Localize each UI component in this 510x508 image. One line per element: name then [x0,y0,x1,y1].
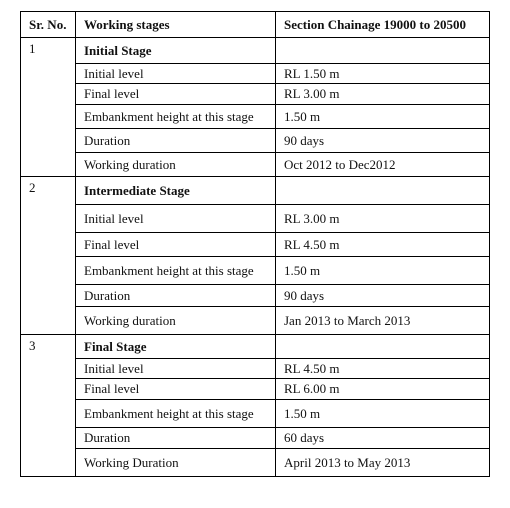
stage-label: Embankment height at this stage [76,257,276,285]
stage-value: 1.50 m [276,105,490,129]
stage-title: Initial Stage [76,38,276,64]
header-sr-no: Sr. No. [21,12,76,38]
table-row [21,205,490,233]
empty-cell [276,38,490,64]
stage-label: Duration [76,129,276,153]
stage-title-row [21,177,490,205]
sr-no-cell: 2 [21,177,76,335]
stage-title: Intermediate Stage [76,177,276,205]
empty-cell [276,335,490,359]
sr-no-cell: 1 [21,38,76,177]
stage-value: 1.50 m [276,400,490,428]
stage-value: RL 3.00 m [276,84,490,105]
stage-value: RL 6.00 m [276,379,490,400]
stage-value: 90 days [276,285,490,307]
table-row [21,105,490,129]
table-row [21,153,490,177]
stage-label: Final level [76,84,276,105]
stage-label: Initial level [76,205,276,233]
stage-value: April 2013 to May 2013 [276,449,490,477]
working-stages-table [20,11,490,477]
table-row [21,233,490,257]
stage-label: Final level [76,379,276,400]
stage-value: 60 days [276,428,490,449]
stage-value: 90 days [276,129,490,153]
table-row [21,84,490,105]
stage-label: Embankment height at this stage [76,105,276,129]
stage-title-row [21,38,490,64]
stage-value: RL 4.50 m [276,359,490,379]
table-row [21,257,490,285]
empty-cell [276,177,490,205]
table-row [21,64,490,84]
stage-value: Jan 2013 to March 2013 [276,307,490,335]
stage-title: Final Stage [76,335,276,359]
table-row [21,379,490,400]
header-working-stages: Working stages [76,12,276,38]
stage-value: Oct 2012 to Dec2012 [276,153,490,177]
stage-label: Duration [76,428,276,449]
sr-no-cell: 3 [21,335,76,477]
stage-value: RL 1.50 m [276,64,490,84]
stage-label: Working duration [76,307,276,335]
stage-value: RL 3.00 m [276,205,490,233]
table-header-row [21,12,490,38]
table-row [21,285,490,307]
table-row [21,359,490,379]
stage-label: Working Duration [76,449,276,477]
stage-label: Embankment height at this stage [76,400,276,428]
table-row [21,400,490,428]
table-row [21,449,490,477]
stage-label: Duration [76,285,276,307]
stage-label: Working duration [76,153,276,177]
table-row [21,129,490,153]
header-section-chainage: Section Chainage 19000 to 20500 [276,12,490,38]
stage-label: Initial level [76,64,276,84]
stage-value: RL 4.50 m [276,233,490,257]
table-row [21,428,490,449]
stage-value: 1.50 m [276,257,490,285]
stage-label: Initial level [76,359,276,379]
stage-label: Final level [76,233,276,257]
stage-title-row [21,335,490,359]
table-row [21,307,490,335]
